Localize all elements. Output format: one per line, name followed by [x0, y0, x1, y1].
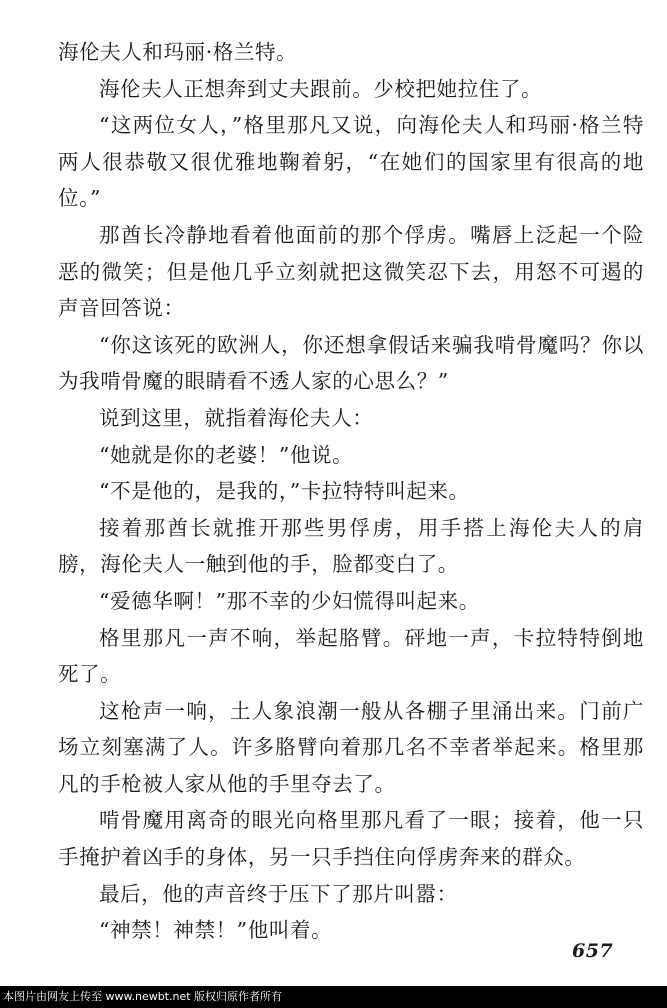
paragraph: 这枪声一响，土人象浪潮一般从各棚子里涌出来。门前广场立刻塞满了人。许多胳臂向着那几名不幸者举起来。格里那凡的手枪被人家从他的手里夺去了。 [58, 698, 644, 796]
paragraph: “爱德华啊！”那不幸的少妇慌得叫起来。 [99, 588, 480, 613]
paragraph: 最后，他的声音终于压下了那片叫嚣： [99, 881, 458, 906]
body-text [58, 34, 644, 949]
paragraph: 啃骨魔用离奇的眼光向格里那凡看了一眼；接着，他一只手掩护着凶手的身体，另一只手挡住向俘虏奔来的群众。 [58, 808, 644, 870]
paragraph: 海伦夫人正想奔到丈夫跟前。少校把她拉住了。 [99, 76, 543, 101]
paragraph: “不是他的，是我的，”卡拉特特叫起来。 [99, 479, 470, 504]
paragraph: “神禁！神禁！”他叫着。 [99, 918, 333, 943]
paragraph: “你这该死的欧洲人，你还想拿假话来骗我啃骨魔吗？你以为我啃骨魔的眼睛看不透人家的心思么？” [58, 332, 644, 394]
paragraph: 那酋长冷静地看着他面前的那个俘虏。嘴唇上泛起一个险恶的微笑；但是他几乎立刻就把这微笑忍下去，用怒不可遏的声音回答说： [58, 222, 644, 321]
paragraph: 海伦夫人和玛丽·格兰特。 [58, 40, 298, 64]
paragraph: “这两位女人，”格里那凡又说，向海伦夫人和玛丽·格兰特两人很恭敬又很优雅地鞠着躬，“在她们的国家里有很高的地位。” [58, 113, 644, 211]
paragraph: 格里那凡一声不响，举起胳臂。砰地一声，卡拉特特倒地死了。 [58, 625, 644, 687]
paragraph: “她就是你的老婆！”他说。 [99, 442, 354, 467]
page-number: 657 [572, 940, 614, 962]
paragraph: 说到这里，就指着海伦夫人： [99, 405, 374, 430]
watermark-footer: 本图片由网友上传至 www.newbt.net 版权归原作者所有 [0, 986, 667, 1008]
paragraph: 接着那酋长就推开那些男俘虏，用手搭上海伦夫人的肩膀，海伦夫人一触到他的手，脸都变白了。 [58, 515, 644, 577]
